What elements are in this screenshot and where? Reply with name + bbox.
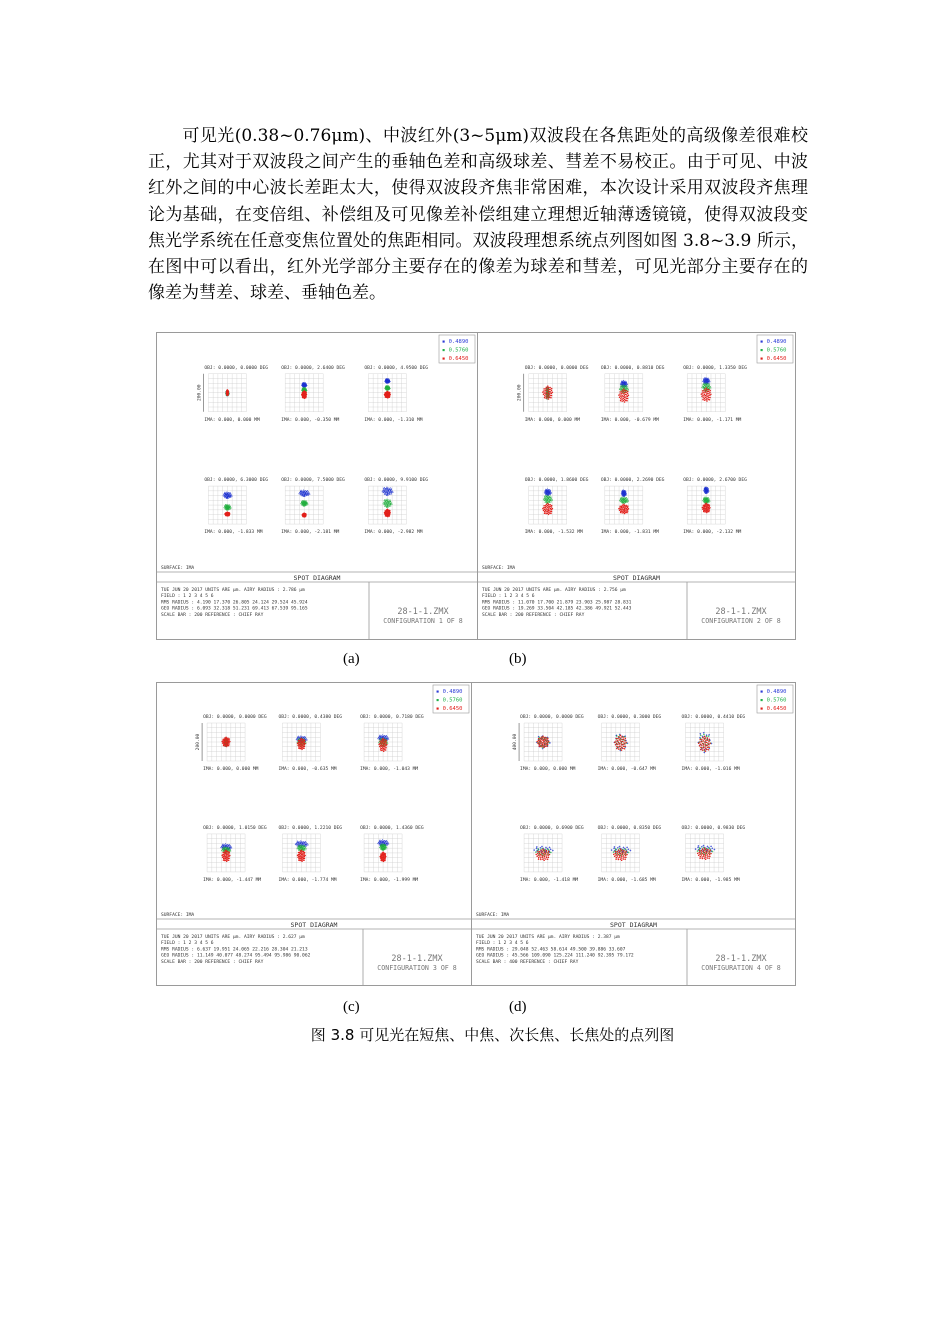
ima-label: IMA: 0.000, -1.833 MM — [204, 530, 263, 536]
spot-diagram-c — [156, 682, 472, 986]
ima-label: IMA: 0.000, -1.685 MM — [597, 877, 656, 883]
spot-diagram-svg — [472, 683, 795, 985]
red-spot — [224, 511, 230, 516]
ima-label: IMA: 0.000, -1.999 MM — [360, 877, 419, 883]
info-line: RMS RADIUS : 11.070 17.700 21.879 23.903 25.987 28.831 — [482, 600, 632, 606]
spot-cell-1 — [195, 714, 267, 772]
info-line: RMS RADIUS : 6.637 19.951 24.065 22.216 28.304 21.213 — [161, 947, 308, 953]
spot-cell-3 — [683, 365, 747, 423]
panel-label-c: (c) — [343, 999, 360, 1015]
obj-label: OBJ: 0.0000, 0.0000 DEG — [204, 365, 269, 371]
info-line: GEO RADIUS : 19.269 33.504 42.185 42.386 49.921 52.443 — [482, 606, 632, 612]
obj-label: OBJ: 0.0000, 1.8600 DEG — [524, 478, 589, 484]
obj-label: OBJ: 0.0000, 0.3000 DEG — [597, 715, 662, 720]
config-label: CONFIGURATION 2 OF 8 — [701, 617, 781, 625]
ima-label: IMA: 0.000, -0.679 MM — [600, 417, 659, 423]
file-name: 28-1-1.ZMX — [391, 954, 443, 964]
spot-cell-2 — [278, 714, 342, 772]
spot-diagram-svg — [157, 683, 471, 985]
spot-cell-6 — [364, 477, 428, 535]
obj-label: OBJ: 0.0000, 0.4380 DEG — [278, 715, 343, 720]
legend-entry: ▪ 0.4890 — [760, 689, 787, 695]
ima-label: IMA: 0.000, -1.043 MM — [360, 767, 419, 772]
green-spot — [383, 499, 393, 508]
info-line: TUE JUN 20 2017 UNITS ARE μm. AIRY RADIUS : 2.627 μm — [161, 935, 305, 940]
figure-caption: 图 3.8 可见光在短焦、中焦、次长焦、长焦处的点列图 — [310, 1026, 675, 1044]
obj-label: OBJ: 0.0000, 9.9100 DEG — [364, 478, 429, 484]
legend-entry: ▪ 0.6450 — [760, 356, 787, 362]
obj-label: OBJ: 0.0000, 0.8810 DEG — [600, 365, 665, 371]
diagram-title: SPOT DIAGRAM — [293, 574, 341, 582]
info-line: SCALE BAR : 400 REFERENCE : CHIEF RAY — [476, 959, 579, 965]
info-line: GEO RADIUS : 11.149 40.077 48.274 95.494 95.986 90.062 — [161, 953, 311, 959]
legend-entry: ▪ 0.6450 — [442, 356, 469, 362]
spot-cell-4 — [520, 825, 584, 883]
spot-cell-4 — [204, 477, 268, 535]
spot-cell-2 — [281, 365, 345, 423]
info-line: SCALE BAR : 200 REFERENCE : CHIEF RAY — [161, 959, 264, 965]
info-line: TUE JUN 20 2017 UNITS ARE μm. AIRY RADIUS : 2.387 μm — [476, 935, 620, 940]
spot-cell-1 — [196, 365, 268, 423]
legend-entry: ▪ 0.6450 — [760, 706, 787, 712]
spot-cell-4 — [525, 477, 589, 535]
spot-cell-6 — [682, 825, 746, 883]
scale-bar-label: 200.00 — [197, 384, 203, 402]
spot-cell-6 — [360, 825, 424, 883]
spot-cell-6 — [683, 477, 747, 535]
obj-label: OBJ: 0.0000, 0.7180 DEG — [360, 715, 424, 720]
diagram-title: SPOT DIAGRAM — [290, 921, 338, 929]
ima-label: IMA: 0.000, -1.310 MM — [364, 417, 423, 423]
obj-label: OBJ: 0.0000, 2.6700 DEG — [683, 478, 747, 484]
spot-cell-3 — [364, 365, 428, 423]
info-line: FIELD : 1 2 3 4 5 6 — [482, 594, 535, 600]
spot-cell-5 — [598, 825, 662, 883]
ima-label: IMA: 0.000, -1.774 MM — [278, 877, 337, 883]
red-spot — [301, 512, 306, 517]
info-line: RMS RADIUS : 4.190 17.370 26.805 24.124 29.524 45.924 — [161, 600, 308, 606]
ima-label: IMA: 0.000, -1.016 MM — [681, 767, 740, 772]
legend-entry: ▪ 0.5760 — [760, 697, 787, 704]
info-line: RMS RADIUS : 29.048 52.463 58.614 49.500 39.886 33.607 — [476, 947, 626, 953]
info-line: TUE JUN 20 2017 UNITS ARE μm. AIRY RADIUS : 2.786 μm — [161, 588, 305, 593]
obj-label: OBJ: 0.0000, 0.0000 DEG — [203, 715, 267, 720]
obj-label: OBJ: 0.0000, 0.9830 DEG — [681, 825, 746, 831]
legend-entry: ▪ 0.5760 — [442, 347, 469, 354]
legend-entry: ▪ 0.5760 — [436, 697, 463, 704]
ima-label: IMA: 0.000, -2.181 MM — [281, 530, 340, 536]
ima-label: IMA: 0.000, 0.000 MM — [520, 767, 576, 772]
obj-label: OBJ: 0.0000, 7.5000 DEG — [281, 478, 345, 484]
obj-label: OBJ: 0.0000, 1.2210 DEG — [278, 825, 343, 831]
obj-label: OBJ: 0.0000, 2.6400 DEG — [281, 365, 345, 371]
ima-label: IMA: 0.000, -2.982 MM — [364, 530, 423, 536]
legend-entry: ▪ 0.5760 — [760, 347, 787, 354]
spot-cell-5 — [278, 825, 342, 883]
spot-diagram-svg — [478, 333, 795, 639]
config-label: CONFIGURATION 4 OF 8 — [701, 964, 781, 972]
info-line: TUE JUN 20 2017 UNITS ARE μm. AIRY RADIUS : 2.756 μm — [482, 588, 626, 593]
green-spot — [543, 495, 553, 504]
obj-label: OBJ: 0.0000, 0.0000 DEG — [524, 365, 589, 371]
ima-label: IMA: 0.000, -1.985 MM — [681, 877, 740, 883]
obj-label: OBJ: 0.0000, 1.4360 DEG — [360, 825, 424, 831]
panel-label-b: (b) — [509, 651, 527, 667]
diagram-title: SPOT DIAGRAM — [613, 574, 660, 582]
scale-bar-label: 400.00 — [513, 733, 519, 751]
ima-label: IMA: 0.000, 0.000 MM — [203, 767, 259, 772]
ima-label: IMA: 0.000, -1.171 MM — [683, 417, 742, 423]
blue-spot — [301, 382, 307, 387]
red-spot — [384, 391, 391, 399]
ima-label: IMA: 0.000, -0.635 MM — [278, 767, 337, 772]
obj-label: OBJ: 0.0000, 0.6900 DEG — [520, 825, 584, 831]
obj-label: OBJ: 0.0000, 4.9500 DEG — [364, 365, 429, 371]
obj-label: OBJ: 0.0000, 0.0000 DEG — [520, 715, 584, 720]
spot-diagram-a — [156, 332, 478, 640]
obj-label: OBJ: 0.0000, 6.3000 DEG — [204, 478, 269, 484]
config-label: CONFIGURATION 3 OF 8 — [377, 964, 457, 972]
blue-spot — [621, 490, 627, 497]
scale-bar-label: 200.00 — [517, 384, 523, 402]
file-name: 28-1-1.ZMX — [715, 954, 767, 964]
info-line: SCALE BAR : 200 REFERENCE : CHIEF RAY — [482, 612, 585, 618]
spot-cell-1 — [512, 714, 584, 772]
red-spot — [226, 389, 229, 396]
panel-label-d: (d) — [509, 999, 527, 1015]
spot-cell-2 — [601, 365, 665, 423]
spot-cell-2 — [598, 714, 662, 772]
ima-label: IMA: 0.000, -2.132 MM — [683, 530, 742, 536]
obj-label: OBJ: 0.0000, 2.2690 DEG — [600, 478, 665, 484]
ima-label: IMA: 0.000, -1.532 MM — [524, 530, 583, 536]
spot-cell-3 — [360, 714, 424, 772]
blue-spot — [385, 378, 391, 383]
ima-label: IMA: 0.000, 0.000 MM — [204, 417, 260, 423]
legend-entry: ▪ 0.4890 — [760, 339, 787, 345]
spot-diagram-d — [471, 682, 796, 986]
obj-label: OBJ: 0.0000, 0.4410 DEG — [681, 715, 746, 720]
ima-label: IMA: 0.000, 0.000 MM — [524, 417, 581, 423]
diagram-title: SPOT DIAGRAM — [610, 921, 657, 929]
spot-diagram-svg — [157, 333, 477, 639]
spot-diagram-b — [477, 332, 796, 640]
info-line: FIELD : 1 2 3 4 5 6 — [161, 941, 214, 947]
green-spot — [619, 497, 629, 504]
paragraph-text: 可见光(0.38~0.76μm)、中波红外(3~5μm)双波段在各焦距处的高级像差很难校正，尤其对于双波段之间产生的垂轴色差和高级球差、彗差不易校正。由于可见、中波红外之间的中心波长差距太大，使得双波段齐焦非常困难，本次设计采用双波段齐焦理论为基础，在变倍组、补偿组及可见像差补偿组建立理想近轴薄透镜镜，使得双波段变焦光学系统在任意变焦位置处的焦距相同。双波段理想系统点列图如图 3.8~3.9 所示，在图中可以看出，红外光学部分主要存在的像差为球差和彗差，可见光部分主要存在的像差为彗差、球差、垂轴色差。 — [148, 126, 808, 304]
surface-label: SURFACE: IMA — [161, 913, 195, 918]
body-paragraph — [148, 123, 808, 306]
info-line: GEO RADIUS : 6.093 32.318 51.231 69.413 67.539 95.165 — [161, 606, 308, 612]
scale-bar-label: 200.00 — [196, 733, 202, 751]
legend-entry: ▪ 0.6450 — [436, 706, 463, 712]
spot-cell-5 — [601, 477, 665, 535]
blue-spot — [382, 487, 394, 496]
panel-label-a: (a) — [343, 651, 360, 667]
ima-label: IMA: 0.000, -1.418 MM — [520, 877, 579, 883]
info-line: FIELD : 1 2 3 4 5 6 — [161, 594, 214, 600]
ima-label: IMA: 0.000, -0.350 MM — [281, 417, 340, 423]
blue-spot — [223, 492, 233, 499]
obj-label: OBJ: 0.0000, 0.8350 DEG — [597, 825, 662, 831]
obj-label: OBJ: 0.0000, 1.3350 DEG — [683, 365, 747, 371]
obj-label: OBJ: 0.0000, 1.0150 DEG — [203, 825, 267, 831]
green-spot — [300, 500, 308, 506]
blue-spot — [544, 489, 552, 496]
spot-cell-3 — [682, 714, 746, 772]
legend-entry: ▪ 0.4890 — [436, 689, 463, 695]
info-line: SCALE BAR : 200 REFERENCE : CHIEF RAY — [161, 612, 264, 618]
ima-label: IMA: 0.000, -1.447 MM — [203, 877, 262, 883]
surface-label: SURFACE: IMA — [482, 566, 516, 571]
ima-label: IMA: 0.000, -1.831 MM — [600, 530, 659, 536]
info-line: GEO RADIUS : 45.566 109.090 125.224 111.240 92.395 79.172 — [476, 953, 634, 959]
config-label: CONFIGURATION 1 OF 8 — [383, 617, 463, 625]
file-name: 28-1-1.ZMX — [397, 607, 449, 617]
spot-cell-4 — [203, 825, 267, 883]
green-spot — [385, 385, 391, 390]
file-name: 28-1-1.ZMX — [715, 607, 767, 617]
surface-label: SURFACE: IMA — [161, 566, 195, 571]
spot-cell-5 — [281, 477, 345, 535]
blue-spot — [703, 487, 709, 494]
surface-label: SURFACE: IMA — [476, 913, 510, 918]
ima-label: IMA: 0.000, -0.647 MM — [597, 767, 656, 772]
legend-entry: ▪ 0.4890 — [442, 339, 469, 345]
info-line: FIELD : 1 2 3 4 5 6 — [476, 941, 529, 947]
spot-cell-1 — [517, 365, 589, 423]
